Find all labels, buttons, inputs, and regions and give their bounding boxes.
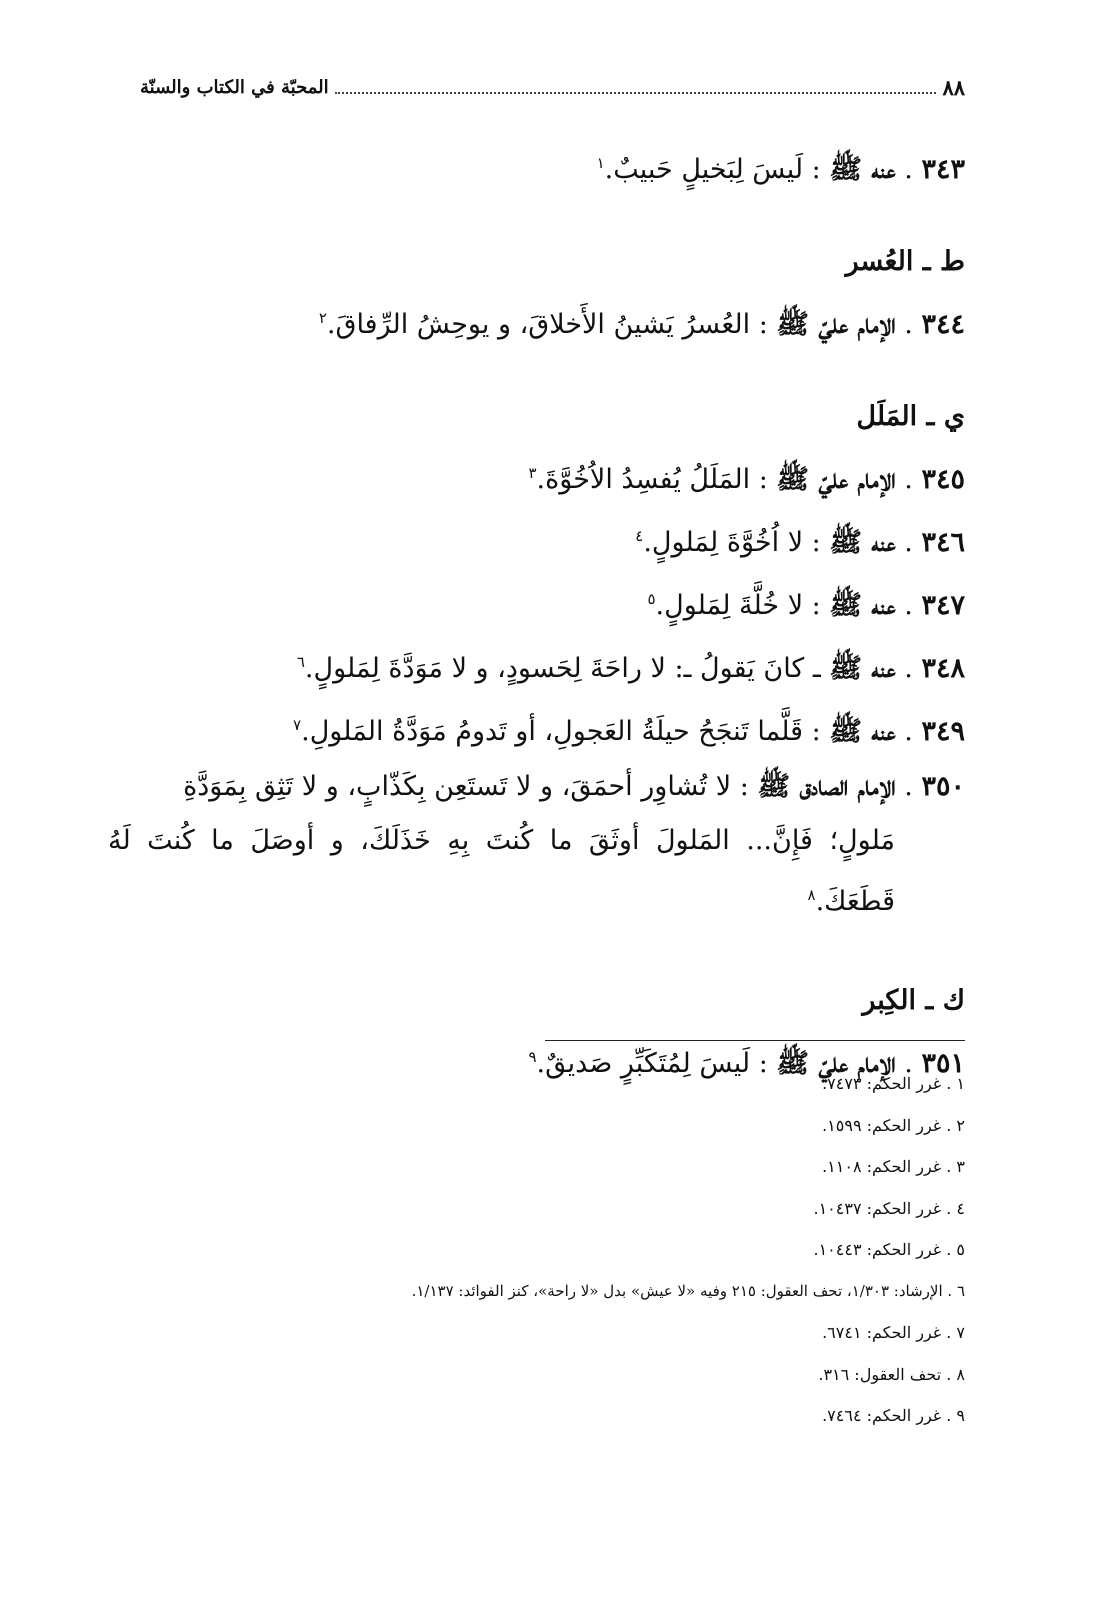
hadith-number: ٣٥٠ [921, 771, 965, 802]
hadith-text: : لَيسَ لِبَخيلٍ حَبيبٌ. [604, 154, 821, 185]
hadith-350: ٣٥٠ . الإمام الصادق ﷺ : لا تُشاوِر أحمَقَ، و لا تَستَعِن بِكَذّابٍ، و لا تَثِق بِمَوَدَّةِ مَلولٍ؛ فَإِنَّ... المَلولَ أوثَقَ ما كُنتَ بِهِ خَذَلَكَ، و أوصَلَ ما كُنتَ لَهُ قَطَعَكَ.$^٨$ [108, 760, 965, 929]
book-title: المحبّة في الكتاب والسنّة [140, 76, 329, 98]
hadith-source: عنه ﷺ [829, 590, 896, 621]
footnote-ref: ٢ [318, 309, 327, 327]
footnote-5: ٥ . غرر الحكم: ١٠٤٤٣. [813, 1240, 965, 1259]
hadith-text: : المَلَلُ يُفسِدُ الاُخُوَّةَ. [536, 464, 768, 495]
hadith-345: ٣٤٥ . الإمام عليّ ﷺ : المَلَلُ يُفسِدُ الاُخُوَّةَ.$^٣$ [528, 464, 965, 495]
footnote-ref: ٩ [528, 1048, 537, 1066]
hadith-343: ٣٤٣ . عنه ﷺ : لَيسَ لِبَخيلٍ حَبيبٌ.$^١$ [596, 154, 965, 185]
hadith-344: ٣٤٤ . الإمام عليّ ﷺ : العُسرُ يَشينُ الأَخلاقَ، و يوحِشُ الرِّفاقَ.$^٢$ [318, 309, 965, 340]
page-number: ٨٨ [942, 74, 965, 100]
footnote-separator [545, 1040, 965, 1041]
footnote-4: ٤ . غرر الحكم: ١٠٤٣٧. [813, 1198, 965, 1218]
hadith-number: ٣٥١ [921, 1048, 965, 1079]
hadith-number: ٣٤٥ [921, 464, 965, 495]
hadith-number: ٣٤٧ [921, 590, 965, 621]
hadith-source: عنه ﷺ [829, 527, 896, 558]
hadith-348: ٣٤٨ . عنه ﷺ ـ كانَ يَقولُ ـ: لا راحَةَ لِحَسودٍ، و لا مَوَدَّةَ لِمَلولٍ.$^٦$ [296, 653, 965, 684]
hadith-number: ٣٤٣ [921, 154, 965, 185]
hadith-source: عنه ﷺ [829, 154, 896, 185]
footnote-1: ١ . غرر الحكم: ٧٤٧٣. [822, 1074, 965, 1093]
main-text [108, 135, 965, 1092]
running-header [140, 72, 965, 102]
hadith-source: الإمام عليّ ﷺ [776, 1048, 896, 1079]
footnote-ref: ٦ [296, 653, 305, 671]
hadith-text: : لا خُلَّةَ لِمَلولٍ. [655, 590, 821, 621]
footnote-ref: ٤ [635, 527, 644, 545]
header-dotted-leader [335, 80, 937, 94]
hadith-source: عنه ﷺ [829, 716, 896, 747]
hadith-text: : لا تُشاوِر أحمَقَ، و لا تَستَعِن بِكَذّابٍ، و لا تَثِق بِمَوَدَّةِ [183, 771, 749, 802]
footnote-8: ٨ . تحف العقول: ٣١٦. [818, 1364, 965, 1384]
hadith-source: عنه ﷺ [829, 653, 896, 684]
hadith-351: ٣٥١ . الإمام عليّ ﷺ : لَيسَ لِمُتَكَبِّرٍ صَديقٌ.$^٩$ [528, 1048, 965, 1079]
hadith-349: ٣٤٩ . عنه ﷺ : قَلَّما تَنجَحُ حيلَةُ العَجولِ، أو تَدومُ مَوَدَّةُ المَلولِ.$^٧$ [293, 716, 965, 747]
section-heading-k: ك ـ الكِبر [862, 985, 965, 1016]
footnote-ref: ٥ [647, 590, 656, 608]
hadith-text: ـ كانَ يَقولُ ـ: لا راحَةَ لِحَسودٍ، و لا مَوَدَّةَ لِمَلولٍ. [304, 653, 821, 684]
section-heading-t: ط ـ العُسر [845, 246, 965, 277]
hadith-number: ٣٤٦ [921, 527, 965, 558]
hadith-source: الإمام الصادق ﷺ [757, 771, 896, 802]
hadith-text: : لا اُخُوَّةَ لِمَلولٍ. [643, 527, 821, 558]
hadith-346: ٣٤٦ . عنه ﷺ : لا اُخُوَّةَ لِمَلولٍ.$^٤$ [635, 527, 965, 558]
footnote-6: ٦ . الإرشاد: ١/٣٠٣، تحف العقول: ٢١٥ وفيه «لا عيش» بدل «لا راحة»، كنز الفوائد: ١/١٣٧. [411, 1281, 965, 1300]
hadith-source: الإمام عليّ ﷺ [776, 464, 896, 495]
footnote-9: ٩ . غرر الحكم: ٧٤٦٤. [822, 1406, 965, 1425]
hadith-347: ٣٤٧ . عنه ﷺ : لا خُلَّةَ لِمَلولٍ.$^٥$ [647, 590, 965, 621]
footnote-ref: ٧ [293, 716, 302, 734]
hadith-number: ٣٤٤ [921, 309, 965, 340]
hadith-text-continued [108, 814, 965, 929]
section-heading-y: ي ـ المَلَل [856, 401, 965, 432]
footnote-ref: ٣ [528, 464, 537, 482]
hadith-text-line2: مَلولٍ؛ فَإِنَّ... المَلولَ أوثَقَ ما كُنتَ بِهِ خَذَلَكَ، و أوصَلَ ما كُنتَ لَهُ قَطَعَكَ. [108, 825, 895, 917]
hadith-number: ٣٤٨ [921, 653, 965, 684]
footnote-ref: ٨ [807, 886, 816, 904]
hadith-text: : لَيسَ لِمُتَكَبِّرٍ صَديقٌ. [536, 1048, 768, 1079]
hadith-text: : قَلَّما تَنجَحُ حيلَةُ العَجولِ، أو تَدومُ مَوَدَّةُ المَلولِ. [301, 716, 821, 747]
footnote-7: ٧ . غرر الحكم: ٦٧٤١. [822, 1323, 965, 1342]
footnote-ref: ١ [596, 154, 605, 172]
hadith-number: ٣٤٩ [921, 716, 965, 747]
footnote-3: ٣ . غرر الحكم: ١١٠٨. [822, 1157, 965, 1176]
footnote-2: ٢ . غرر الحكم: ١٥٩٩. [822, 1115, 965, 1135]
footnotes [140, 1040, 965, 1437]
hadith-text: : العُسرُ يَشينُ الأَخلاقَ، و يوحِشُ الرِّفاقَ. [326, 309, 768, 340]
hadith-source: الإمام عليّ ﷺ [776, 309, 896, 340]
